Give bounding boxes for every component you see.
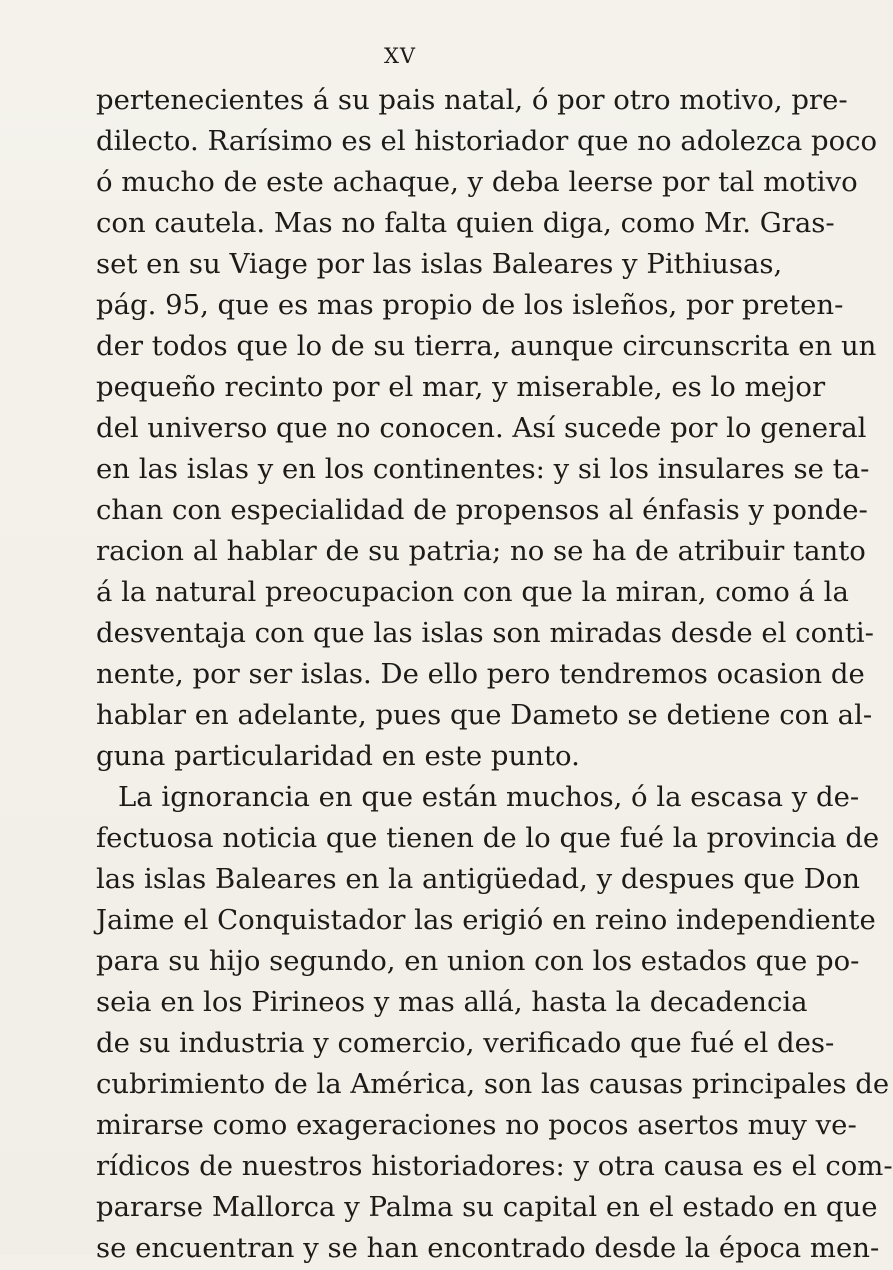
text-line: rídicos de nuestros historiadores: y otra causa es el com- (96, 1150, 893, 1182)
text-line: para su hijo segundo, en union con los estados que po- (96, 945, 860, 977)
text-line: racion al hablar de su patria; no se ha de atribuir tanto (96, 535, 866, 567)
text-line: La ignorancia en que están muchos, ó la escasa y de- (118, 781, 860, 813)
page-number: XV (383, 44, 417, 68)
text-line: de su industria y comercio, verificado que fué el des- (96, 1027, 835, 1059)
text-line: las islas Baleares en la antigüedad, y despues que Don (96, 863, 860, 895)
text-line: con cautela. Mas no falta quien diga, como Mr. Gras- (96, 207, 835, 239)
text-line: ó mucho de este achaque, y deba leerse por tal motivo (96, 166, 858, 198)
text-line: pararse Mallorca y Palma su capital en el estado en que (96, 1191, 878, 1223)
text-line: se encuentran y se han encontrado desde la época men- (96, 1232, 880, 1264)
text-line: der todos que lo de su tierra, aunque circunscrita en un (96, 330, 877, 362)
text-line: pequeño recinto por el mar, y miserable, es lo mejor (96, 371, 826, 403)
text-line: set en su Viage por las islas Baleares y Pithiusas, (96, 248, 783, 280)
text-line: cubrimiento de la América, son las causas principales de (96, 1068, 890, 1100)
text-line: guna particularidad en este punto. (96, 740, 580, 772)
text-line: chan con especialidad de propensos al énfasis y ponde- (96, 494, 868, 526)
text-line: del universo que no conocen. Así sucede por lo general (96, 412, 867, 444)
text-line: en las islas y en los continentes: y si los insulares se ta- (96, 453, 870, 485)
text-line: fectuosa noticia que tienen de lo que fué la provincia de (96, 822, 880, 854)
text-line: Jaime el Conquistador las erigió en reino independiente (96, 904, 876, 936)
text-line: á la natural preocupacion con que la miran, como á la (96, 576, 849, 608)
text-line: desventaja con que las islas son miradas desde el conti- (96, 617, 874, 649)
text-line: seia en los Pirineos y mas allá, hasta la decadencia (96, 986, 808, 1018)
text-line: pág. 95, que es mas propio de los isleños, por preten- (96, 289, 844, 321)
text-line: dilecto. Rarísimo es el historiador que no adolezca poco (96, 125, 878, 157)
text-line: nente, por ser islas. De ello pero tendremos ocasion de (96, 658, 865, 690)
text-line: pertenecientes á su pais natal, ó por otro motivo, pre- (96, 84, 848, 116)
text-line: mirarse como exageraciones no pocos asertos muy ve- (96, 1109, 857, 1141)
text-line: hablar en adelante, pues que Dameto se detiene con al- (96, 699, 873, 731)
